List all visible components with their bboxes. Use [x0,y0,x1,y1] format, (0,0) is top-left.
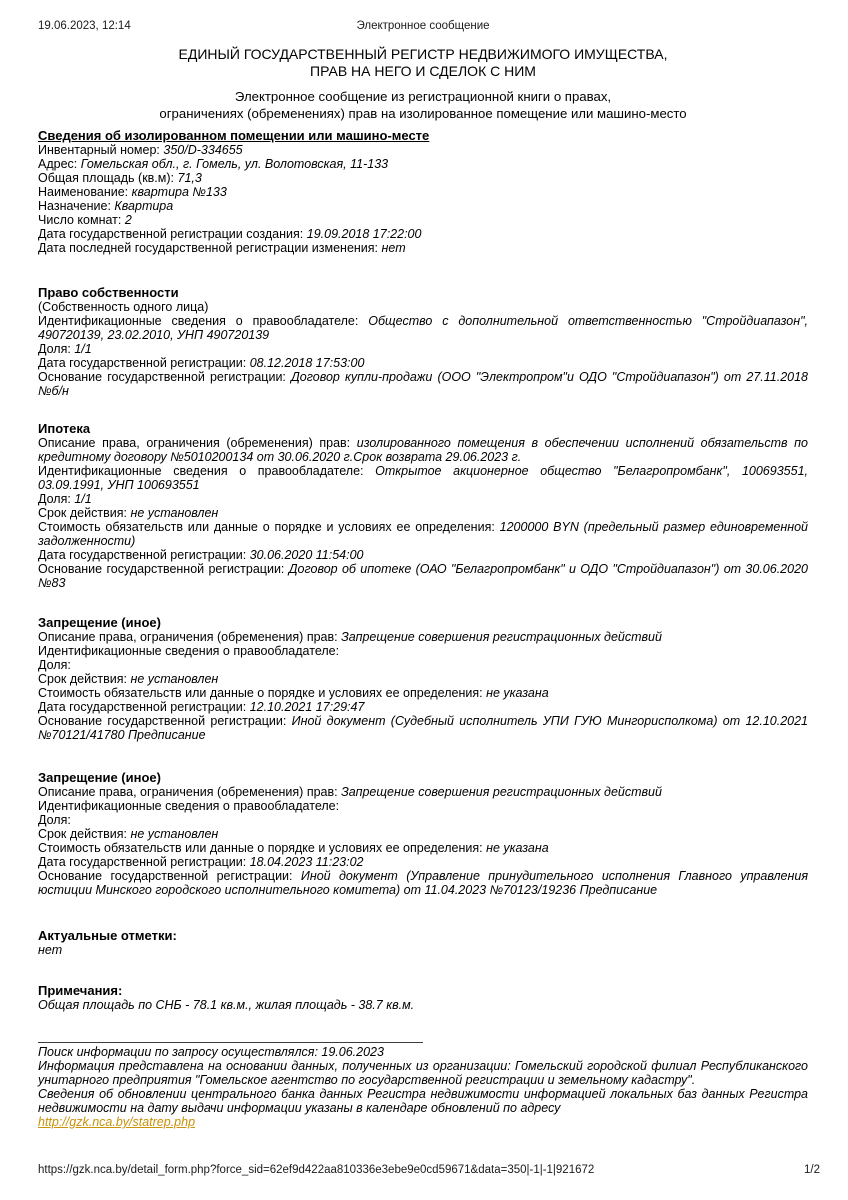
field-registration-basis [38,562,808,590]
field-label: Описание права, ограничения (обременения) прав: [38,436,351,450]
field-value: 1/1 [74,492,92,506]
field-label: Число комнат: [38,213,122,227]
field-label: Срок действия: [38,506,127,520]
print-page-title: Электронное сообщение [356,20,490,32]
field-value: Общество с дополнительной ответственностью "Стройдиапазон", 490720139, 23.02.2010, УНП 490720139 [38,314,808,342]
print-header [38,20,808,33]
section-heading-prohibition-1: Запрещение (иное) [38,615,161,630]
field-label: Доля: [38,492,71,506]
field-rooms [38,213,808,227]
field-validity-term [38,827,808,841]
field-value: Договор купли-продажи (ООО "Электропром"и ОДО "Стройдиапазон") от 27.11.2018 №б/н [38,370,809,398]
field-value: не установлен [130,827,219,841]
field-value: 18.04.2023 11:23:02 [249,855,364,869]
field-label: Наименование: [38,185,129,199]
section-heading-prohibition-2: Запрещение (иное) [38,770,161,785]
field-value: изолированного помещения в обеспечении исполнений обязательств по кредитному договору №5010200134 от 30.06.2020 г.Срок возврата 29.06.2023 г. [38,436,808,464]
field-obligation-value [38,686,808,700]
field-value: Запрещение совершения регистрационных действий [341,630,662,644]
footer-search-line: Поиск информации по запросу осуществлялся: 19.06.2023 [38,1045,384,1059]
field-value: Иной документ (Судебный исполнитель УПИ ГУЮ Мингорисполкома) от 12.10.2021 №70121/41780 Предписание [38,714,809,742]
field-right-description [38,436,808,464]
field-rightholder [38,644,808,658]
field-obligation-value [38,520,808,548]
field-value: 71,3 [177,171,202,185]
field-obligation-value [38,841,808,855]
section-mortgage [38,422,808,590]
document-title-line1: ЕДИНЫЙ ГОСУДАРСТВЕННЫЙ РЕГИСТР НЕДВИЖИМОГО ИМУЩЕСТВА, [178,46,668,62]
field-value: не установлен [130,672,219,686]
field-value: Запрещение совершения регистрационных действий [341,785,662,799]
field-share [38,342,808,356]
field-registration-basis [38,714,808,742]
field-rightholder [38,799,808,813]
field-name [38,185,808,199]
field-label: Описание права, ограничения (обременения) прав: [38,630,338,644]
field-share [38,813,808,827]
field-label: Инвентарный номер: [38,143,160,157]
field-value: 1200000 BYN (предельный размер единовременной задолженности) [38,520,808,548]
field-total-area [38,171,808,185]
field-address [38,157,808,171]
field-value: 350/D-334655 [163,143,243,157]
document-title-line2: ПРАВ НА НЕГО И СДЕЛОК С НИМ [310,63,536,79]
field-label: Описание права, ограничения (обременения) прав: [38,785,338,799]
field-right-description [38,630,808,644]
field-label: Общая площадь (кв.м): [38,171,175,185]
field-value: квартира №133 [131,185,227,199]
field-value: Иной документ (Управление принудительного исполнения Главного управления юстиции Минского городского исполнительного комитета) от 11.04.2023 №70123/19236 Предписание [38,869,809,897]
field-value: не указана [486,686,549,700]
section-actual-marks [38,929,808,957]
footer-separator-line [38,1042,423,1043]
field-registration-date [38,356,808,370]
section-object-info [38,129,808,255]
field-registration-date [38,548,808,562]
field-label: Стоимость обязательств или данные о порядке и условиях ее определения: [38,841,483,855]
field-value: 19.09.2018 17:22:00 [306,227,422,241]
field-value: 08.12.2018 17:53:00 [249,356,365,370]
document-subtitle-line1: Электронное сообщение из регистрационной книги о правах, [234,89,612,104]
field-label: Основание государственной регистрации: [38,869,293,883]
footer-source-paragraph: Информация представлена на основании данных, полученных из организации: Гомельский городской филиал Республиканского унитарного предприятия "Гомельское агентство по государственной регистрации и земельному кадастру". [38,1059,808,1087]
field-label: Основание государственной регистрации: [38,714,287,728]
field-value: нет [381,241,406,255]
section-heading-actual-marks: Актуальные отметки: [38,928,177,943]
field-rightholder [38,464,808,492]
field-label: Назначение: [38,199,111,213]
field-right-description [38,785,808,799]
field-registration-date [38,700,808,714]
print-datetime: 19.06.2023, 12:14 [38,20,131,32]
field-value: 12.10.2021 17:29:47 [249,700,365,714]
field-inventory-number [38,143,808,157]
field-registration-basis [38,869,808,897]
section-heading-ownership: Право собственности [38,285,179,300]
field-last-change-date [38,241,808,255]
field-label: Идентификационные сведения о правообладателе: [38,799,340,813]
field-label: Адрес: [38,157,78,171]
field-label: Дата государственной регистрации: [38,855,247,869]
field-label: Дата государственной регистрации создания: [38,227,304,241]
field-label: Дата государственной регистрации: [38,548,247,562]
field-label: Дата государственной регистрации: [38,356,247,370]
field-label: Идентификационные сведения о правообладателе: [38,644,340,658]
actual-marks-value: нет [38,943,63,957]
section-heading-notes: Примечания: [38,983,123,998]
field-label: Идентификационные сведения о правообладателе: [38,464,364,478]
document-subtitle-line2: ограничениях (обременениях) прав на изолированное помещение или машино-место [159,106,687,121]
print-footer [38,1164,820,1177]
ownership-type: (Собственность одного лица) [38,300,209,314]
print-footer-url: https://gzk.nca.by/detail_form.php?force_sid=62ef9d422aa810336e3ebe9e0cd59671&data=350|-1|-1|921672 [38,1164,595,1176]
field-value: 2 [124,213,132,227]
document-title [38,46,808,80]
field-value: 30.06.2020 11:54:00 [249,548,364,562]
field-value: Открытое акционерное общество "Белагропромбанк", 100693551, 03.09.1991, УНП 100693551 [38,464,808,492]
print-footer-page-number: 1/2 [804,1164,820,1176]
field-validity-term [38,672,808,686]
print-header-spacer [594,20,808,33]
field-label: Доля: [38,342,71,356]
section-notes [38,984,808,1012]
section-heading-mortgage: Ипотека [38,421,91,436]
section-ownership-right [38,286,808,398]
field-label: Срок действия: [38,672,127,686]
document-subtitle [38,88,808,122]
field-label: Срок действия: [38,827,127,841]
statrep-link[interactable]: http://gzk.nca.by/statrep.php [38,1115,196,1129]
field-value: 1/1 [74,342,92,356]
field-label: Основание государственной регистрации: [38,562,285,576]
field-label: Доля: [38,813,71,827]
field-label: Основание государственной регистрации: [38,370,286,384]
field-validity-term [38,506,808,520]
field-value: Договор об ипотеке (ОАО "Белагропромбанк" и ОДО "Стройдиапазон") от 30.06.2020 №83 [38,562,808,590]
section-prohibition-1 [38,616,808,742]
field-label: Дата государственной регистрации: [38,700,247,714]
notes-value: Общая площадь по СНБ - 78.1 кв.м., жилая площадь - 38.7 кв.м. [38,998,415,1012]
field-value: не установлен [130,506,219,520]
field-share [38,658,808,672]
footer-update-paragraph: Сведения об обновлении центрального банка данных Регистра недвижимости информацией локальных баз данных Регистра недвижимости на дату выдачи информации указаны в календаре обновлений по адресу [38,1087,808,1115]
field-registration-date [38,855,808,869]
section-heading-object-info: Сведения об изолированном помещении или машино-месте [38,128,430,143]
field-purpose [38,199,808,213]
field-label: Стоимость обязательств или данные о порядке и условиях ее определения: [38,520,495,534]
field-label: Дата последней государственной регистрации изменения: [38,241,379,255]
field-creation-date [38,227,808,241]
field-label: Стоимость обязательств или данные о порядке и условиях ее определения: [38,686,483,700]
field-share [38,492,808,506]
field-label: Идентификационные сведения о правообладателе: [38,314,359,328]
field-value: не указана [486,841,549,855]
field-label: Доля: [38,658,71,672]
field-rightholder [38,314,808,342]
section-prohibition-2 [38,771,808,897]
field-registration-basis [38,370,808,398]
field-value: Квартира [114,199,174,213]
field-value: Гомельская обл., г. Гомель, ул. Волотовская, 11-133 [80,157,389,171]
